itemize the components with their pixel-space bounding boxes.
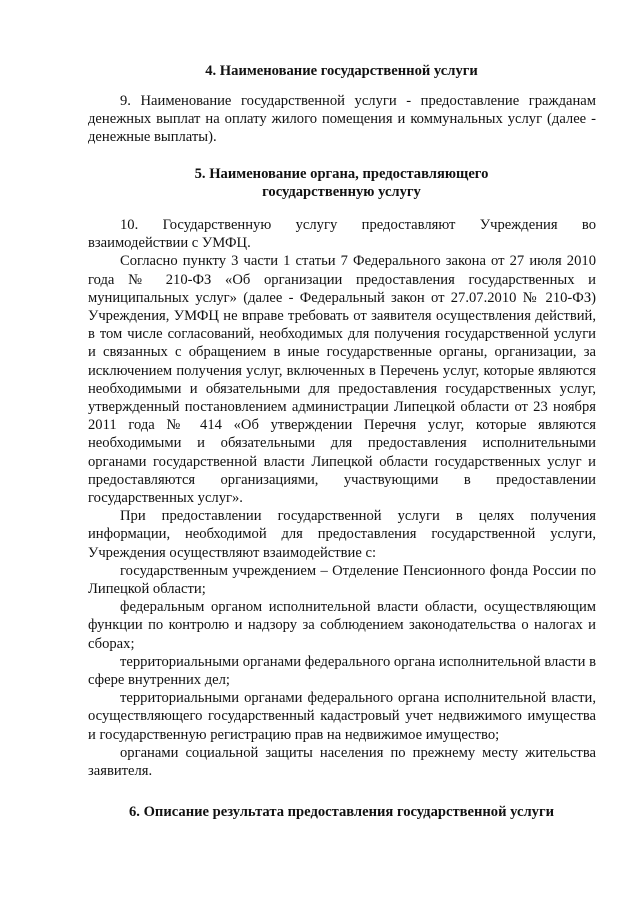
paragraph-10: 10. Государственную услугу предоставляют Учреждения во взаимодействии с УМФЦ. bbox=[88, 217, 596, 252]
section-5-heading-line-1: 5. Наименование органа, предоставляющего bbox=[194, 166, 489, 182]
section-4-heading: 4. Наименование государственной услуги bbox=[205, 63, 478, 79]
paragraph-federal-law: Согласно пункту 3 части 1 статьи 7 Федерального закона от 27 июля 2010 года № 210-ФЗ «Об организации предоставления государственных и муниципальных услуг» (далее - Федеральный закон от 27.07.2010 № 210-ФЗ) Учреждения, УМФЦ не вправе требовать от заявителя осуществления действий, в том числе согласований, необходимых для получения государственной услуги и связанных с обращением в иные государственные органы, организации, за исключением получения услуг, включенных в Перечень услуг, которые являются необходимыми и обязательными для предоставления государственных услуг, утвержденный постановлением администрации Липецкой области от 23 ноября 2011 года № 414 «Об утверждении Перечня услуг, которые являются необходимыми и обязательными для предоставления исполнительными органами государственной власти Липецкой области государственных услуг и предоставляются организациями, участвующими в предоставлении государственных услуг». bbox=[88, 253, 596, 507]
list-item-cadastral-registry: территориальными органами федерального органа исполнительной власти, осуществляющего государственный кадастровый учет недвижимого имущества и государственную регистрацию прав на недвижимое имущество; bbox=[88, 690, 596, 743]
section-5-heading-line-2: государственную услугу bbox=[262, 184, 421, 201]
section-6-heading: 6. Описание результата предоставления государственной услуги bbox=[128, 804, 554, 820]
section-4-body bbox=[88, 92, 596, 147]
list-item-internal-affairs: территориальными органами федерального органа исполнительной власти в сфере внутренних дел; bbox=[88, 653, 597, 689]
paragraph-interaction: При предоставлении государственной услуги в целях получения информации, необходимой для предоставления государственной услуги, Учреждения осуществляют взаимодействие с: bbox=[88, 508, 596, 561]
paragraph-9: 9. Наименование государственной услуги - предоставление гражданам денежных выплат на оплату жилого помещения и коммунальных услуг (далее - денежные выплаты). bbox=[88, 93, 596, 146]
section-5-body bbox=[88, 216, 596, 780]
list-item-social-protection: органами социальной защиты населения по прежнему месту жительства заявителя. bbox=[88, 744, 596, 780]
list-item-pension-fund: государственным учреждением – Отделение Пенсионного фонда России по Липецкой области; bbox=[88, 562, 596, 598]
list-item-tax-authority: федеральным органом исполнительной власти области, осуществляющим функции по контролю и надзору за соблюдением законодательства о налогах и сборах; bbox=[88, 599, 596, 652]
section-5-heading bbox=[88, 165, 595, 201]
